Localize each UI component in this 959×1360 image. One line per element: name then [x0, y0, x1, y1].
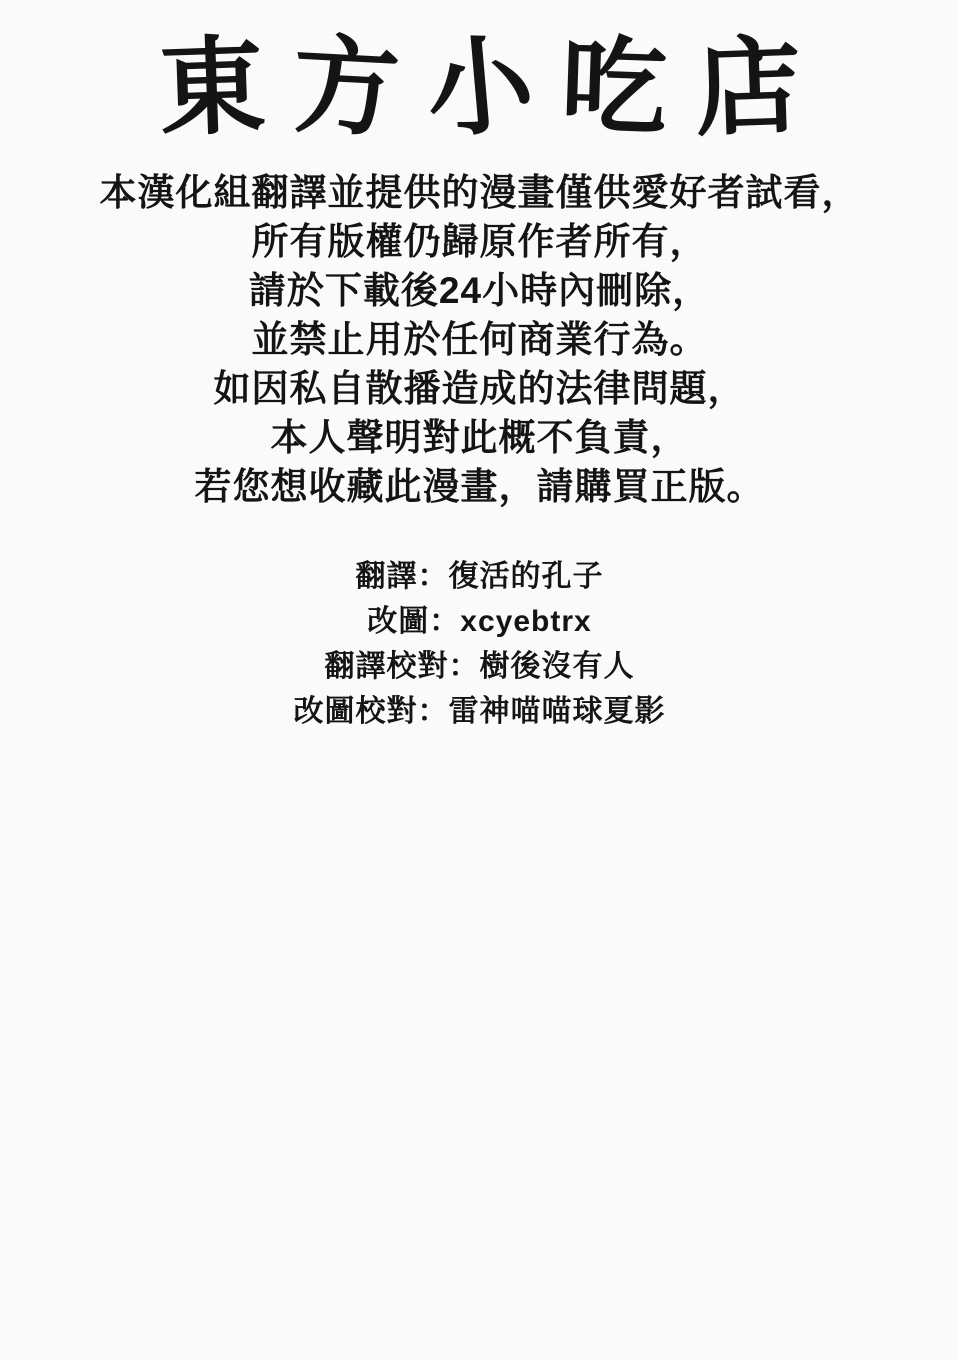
disclaimer-line: 如因私自散播造成的法律問題， [213, 368, 746, 409]
credits [0, 554, 959, 734]
disclaimer-line: 所有版權仍歸原作者所有， [251, 221, 708, 262]
credit-line-translator: 翻譯：復活的孔子 [355, 560, 604, 593]
credit-line-translation-proofreader: 翻譯校對：樹後沒有人 [324, 650, 635, 683]
disclaimer-line: 並禁止用於任何商業行為。 [251, 319, 708, 360]
credit-line-image-editor: 改圖：xcyebtrx [367, 605, 592, 638]
disclaimer-line: 本漢化組翻譯並提供的漫畫僅供愛好者試看， [99, 172, 860, 213]
disclaimer-line: 若您想收藏此漫畫，請購買正版。 [194, 466, 765, 507]
disclaimer [0, 168, 959, 511]
credit-line-image-proofreader: 改圖校對：雷神喵喵球夏影 [293, 695, 666, 728]
disclaimer-line: 請於下載後24小時內刪除， [248, 270, 711, 311]
page-title: 東 方 小 吃 店 [156, 24, 803, 152]
disclaimer-line: 本人聲明對此概不負責， [270, 417, 689, 458]
